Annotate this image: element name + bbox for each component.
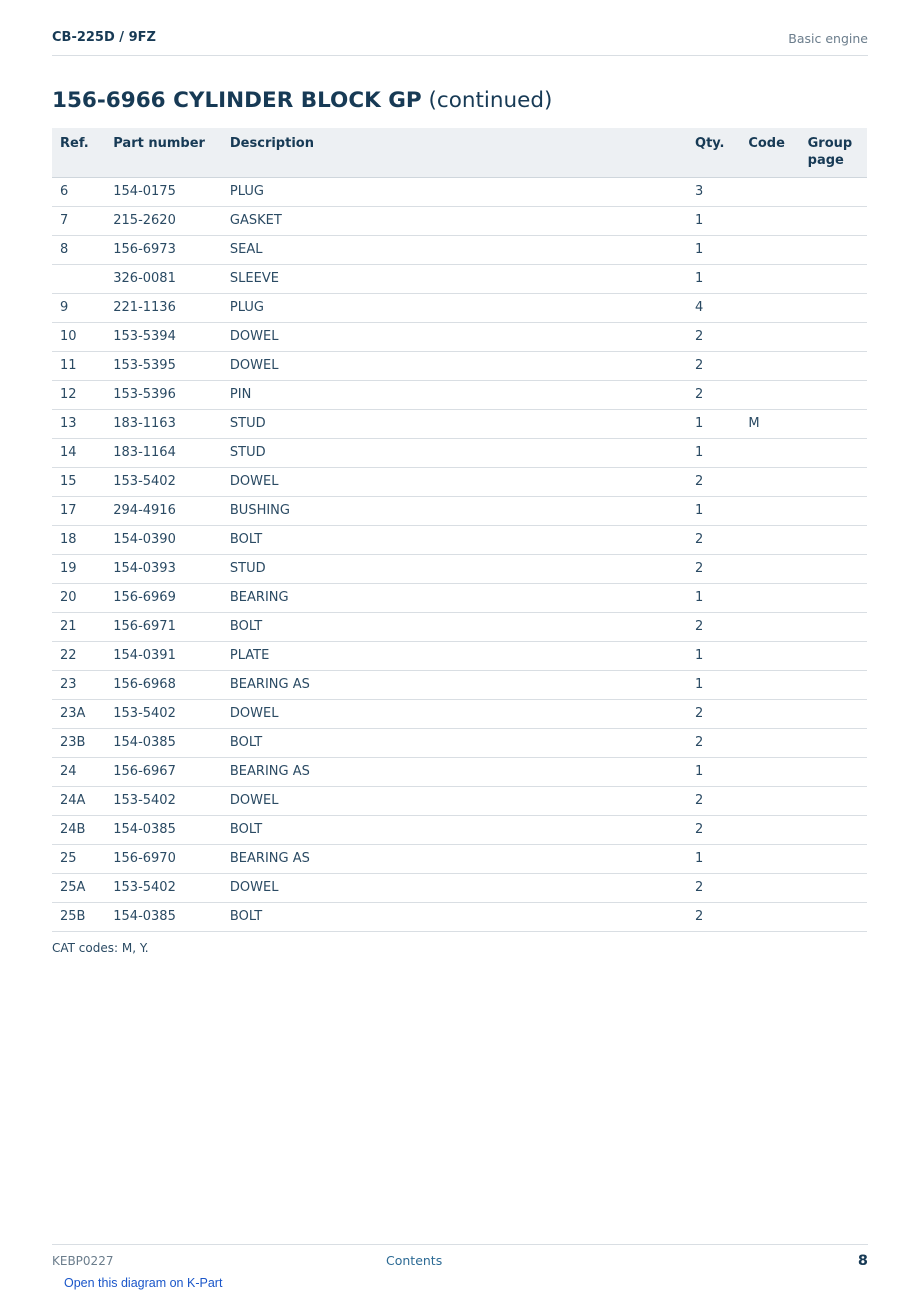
part-number-cell[interactable]: 156-6971: [105, 613, 222, 642]
ref-cell: 23: [52, 671, 105, 700]
ref-cell: 21: [52, 613, 105, 642]
part-number-cell[interactable]: 183-1164: [105, 439, 222, 468]
part-number-cell[interactable]: 154-0385: [105, 903, 222, 932]
group-page-cell: [800, 294, 867, 323]
contents-link[interactable]: Contents: [386, 1253, 443, 1268]
code-cell: [740, 816, 799, 845]
group-page-cell: [800, 352, 867, 381]
section-label: Basic engine: [788, 31, 868, 46]
code-cell: [740, 526, 799, 555]
table-row: [52, 584, 867, 613]
part-number-cell[interactable]: 153-5402: [105, 787, 222, 816]
column-header-description: Description: [222, 128, 687, 178]
document-code: KEBP0227: [52, 1254, 114, 1268]
description-cell: STUD: [222, 555, 687, 584]
table-row: [52, 207, 867, 236]
code-cell: [740, 555, 799, 584]
part-number-cell[interactable]: 154-0385: [105, 729, 222, 758]
page-header: [52, 28, 868, 56]
code-cell: [740, 294, 799, 323]
code-cell: [740, 207, 799, 236]
code-cell: [740, 468, 799, 497]
description-cell: DOWEL: [222, 323, 687, 352]
table-row: [52, 671, 867, 700]
description-cell: DOWEL: [222, 787, 687, 816]
group-page-cell: [800, 497, 867, 526]
code-cell: [740, 903, 799, 932]
table-row: [52, 903, 867, 932]
ref-cell: 23B: [52, 729, 105, 758]
description-cell: STUD: [222, 439, 687, 468]
qty-cell: 2: [687, 729, 740, 758]
column-header-part-number: Part number: [105, 128, 222, 178]
code-cell: [740, 178, 799, 207]
description-cell: BEARING AS: [222, 758, 687, 787]
ref-cell: 25: [52, 845, 105, 874]
group-page-cell: [800, 874, 867, 903]
code-cell: [740, 323, 799, 352]
group-page-cell: [800, 584, 867, 613]
code-cell: [740, 265, 799, 294]
ref-cell: 25A: [52, 874, 105, 903]
qty-cell: 1: [687, 845, 740, 874]
description-cell: BOLT: [222, 816, 687, 845]
ref-cell: 8: [52, 236, 105, 265]
ref-cell: 6: [52, 178, 105, 207]
column-header-ref: Ref.: [52, 128, 105, 178]
table-header-row: [52, 128, 867, 178]
group-page-cell: [800, 381, 867, 410]
qty-cell: 2: [687, 555, 740, 584]
ref-cell: 24: [52, 758, 105, 787]
part-number-cell[interactable]: 154-0385: [105, 816, 222, 845]
code-cell: [740, 642, 799, 671]
table-row: [52, 468, 867, 497]
part-number-cell[interactable]: 154-0390: [105, 526, 222, 555]
group-page-cell: [800, 236, 867, 265]
description-cell: BUSHING: [222, 497, 687, 526]
table-row: [52, 845, 867, 874]
qty-cell: 1: [687, 671, 740, 700]
ref-cell: 20: [52, 584, 105, 613]
qty-cell: 1: [687, 497, 740, 526]
ref-cell: 19: [52, 555, 105, 584]
code-cell: [740, 352, 799, 381]
code-cell: [740, 381, 799, 410]
table-row: [52, 497, 867, 526]
code-cell: [740, 671, 799, 700]
qty-header-text: Qty.: [695, 136, 725, 151]
table-row: [52, 352, 867, 381]
group-page-cell: [800, 207, 867, 236]
qty-cell: 1: [687, 410, 740, 439]
parts-table: [52, 128, 867, 932]
qty-cell: 2: [687, 816, 740, 845]
group-page-cell: [800, 903, 867, 932]
ref-cell: 22: [52, 642, 105, 671]
part-number-cell[interactable]: 153-5395: [105, 352, 222, 381]
column-header-qty: [687, 128, 740, 178]
continued-label: (continued): [421, 88, 553, 113]
page-number: 8: [857, 1253, 868, 1269]
assembly-title: 156-6966 CYLINDER BLOCK GP: [52, 88, 422, 113]
group-page-cell: [800, 526, 867, 555]
part-number-cell[interactable]: 154-0393: [105, 555, 222, 584]
description-cell: PIN: [222, 381, 687, 410]
description-cell: BOLT: [222, 613, 687, 642]
open-on-kpart-link[interactable]: Open this diagram on K-Part: [64, 1276, 223, 1290]
qty-cell: 1: [687, 236, 740, 265]
table-row: [52, 816, 867, 845]
ref-cell: 15: [52, 468, 105, 497]
description-cell: BEARING AS: [222, 671, 687, 700]
table-row: [52, 874, 867, 903]
qty-cell: 2: [687, 381, 740, 410]
qty-cell: 2: [687, 787, 740, 816]
group-page-cell: [800, 816, 867, 845]
table-row: [52, 439, 867, 468]
description-cell: BOLT: [222, 526, 687, 555]
part-number-cell[interactable]: 294-4916: [105, 497, 222, 526]
page-title: [52, 88, 552, 113]
table-row: [52, 236, 867, 265]
part-number-cell[interactable]: 156-6967: [105, 758, 222, 787]
description-cell: SLEEVE: [222, 265, 687, 294]
cat-codes-note: CAT codes: M, Y.: [52, 941, 149, 955]
ref-cell: 13: [52, 410, 105, 439]
code-cell: [740, 236, 799, 265]
code-cell: M: [740, 410, 799, 439]
group-page-cell: [800, 178, 867, 207]
description-cell: DOWEL: [222, 468, 687, 497]
part-number-cell[interactable]: 156-6973: [105, 236, 222, 265]
description-cell: PLATE: [222, 642, 687, 671]
code-cell: [740, 584, 799, 613]
table-body: [52, 178, 867, 932]
part-number-cell[interactable]: 156-6970: [105, 845, 222, 874]
group-page-cell: [800, 700, 867, 729]
group-page-cell: [800, 671, 867, 700]
qty-cell: 2: [687, 468, 740, 497]
ref-cell: 24B: [52, 816, 105, 845]
table-row: [52, 758, 867, 787]
qty-cell: 1: [687, 584, 740, 613]
qty-cell: 3: [687, 178, 740, 207]
page-footer: [52, 1244, 868, 1269]
qty-cell: 1: [687, 265, 740, 294]
qty-cell: 2: [687, 700, 740, 729]
group-page-cell: [800, 729, 867, 758]
code-cell: [740, 845, 799, 874]
part-number-cell[interactable]: 156-6969: [105, 584, 222, 613]
ref-cell: 24A: [52, 787, 105, 816]
group-page-cell: [800, 468, 867, 497]
group-page-cell: [800, 758, 867, 787]
qty-cell: 1: [687, 207, 740, 236]
part-number-cell[interactable]: 183-1163: [105, 410, 222, 439]
code-cell: [740, 700, 799, 729]
part-number-cell[interactable]: 215-2620: [105, 207, 222, 236]
description-cell: PLUG: [222, 294, 687, 323]
qty-cell: 1: [687, 642, 740, 671]
code-cell: [740, 787, 799, 816]
column-header-code: Code: [740, 128, 799, 178]
qty-cell: 2: [687, 526, 740, 555]
table-row: [52, 410, 867, 439]
qty-cell: 1: [687, 439, 740, 468]
qty-cell: 2: [687, 323, 740, 352]
table-row: [52, 294, 867, 323]
description-cell: BOLT: [222, 903, 687, 932]
ref-cell: 12: [52, 381, 105, 410]
table-row: [52, 526, 867, 555]
table-row: [52, 700, 867, 729]
ref-cell: 11: [52, 352, 105, 381]
code-cell: [740, 729, 799, 758]
ref-cell: 17: [52, 497, 105, 526]
table-row: [52, 555, 867, 584]
qty-cell: 4: [687, 294, 740, 323]
code-cell: [740, 439, 799, 468]
part-number-cell[interactable]: 154-0391: [105, 642, 222, 671]
part-number-cell[interactable]: 153-5402: [105, 874, 222, 903]
description-cell: STUD: [222, 410, 687, 439]
group-page-cell: [800, 613, 867, 642]
ref-cell: 18: [52, 526, 105, 555]
group-page-cell: [800, 787, 867, 816]
description-cell: DOWEL: [222, 352, 687, 381]
ref-cell: 14: [52, 439, 105, 468]
part-number-cell[interactable]: 326-0081: [105, 265, 222, 294]
group-page-cell: [800, 265, 867, 294]
ref-cell: 9: [52, 294, 105, 323]
part-number-cell[interactable]: 153-5402: [105, 700, 222, 729]
ref-cell: 23A: [52, 700, 105, 729]
table-row: [52, 265, 867, 294]
qty-cell: 2: [687, 874, 740, 903]
model-label: CB-225D / 9FZ: [52, 30, 156, 45]
part-number-cell[interactable]: 221-1136: [105, 294, 222, 323]
group-page-cell: [800, 323, 867, 352]
description-cell: BEARING AS: [222, 845, 687, 874]
code-cell: [740, 874, 799, 903]
qty-cell: 2: [687, 613, 740, 642]
part-number-cell[interactable]: 153-5402: [105, 468, 222, 497]
part-number-cell[interactable]: 153-5394: [105, 323, 222, 352]
group-page-cell: [800, 845, 867, 874]
table-row: [52, 729, 867, 758]
description-cell: DOWEL: [222, 700, 687, 729]
description-cell: BOLT: [222, 729, 687, 758]
code-cell: [740, 497, 799, 526]
qty-cell: 1: [687, 758, 740, 787]
ref-cell: 7: [52, 207, 105, 236]
part-number-cell[interactable]: 153-5396: [105, 381, 222, 410]
code-cell: [740, 758, 799, 787]
part-number-cell[interactable]: 154-0175: [105, 178, 222, 207]
group-page-cell: [800, 439, 867, 468]
table-row: [52, 323, 867, 352]
description-cell: BEARING: [222, 584, 687, 613]
ref-cell: 10: [52, 323, 105, 352]
description-cell: GASKET: [222, 207, 687, 236]
group-page-cell: [800, 410, 867, 439]
group-page-cell: [800, 642, 867, 671]
qty-cell: 2: [687, 352, 740, 381]
column-header-group-page: Group page: [800, 128, 867, 178]
part-number-cell[interactable]: 156-6968: [105, 671, 222, 700]
description-cell: DOWEL: [222, 874, 687, 903]
table-row: [52, 787, 867, 816]
description-cell: SEAL: [222, 236, 687, 265]
qty-cell: 2: [687, 903, 740, 932]
ref-cell: 25B: [52, 903, 105, 932]
table-row: [52, 642, 867, 671]
code-cell: [740, 613, 799, 642]
table-row: [52, 381, 867, 410]
table-row: [52, 613, 867, 642]
description-cell: PLUG: [222, 178, 687, 207]
table-row: [52, 178, 867, 207]
ref-cell: [52, 265, 105, 294]
group-page-cell: [800, 555, 867, 584]
